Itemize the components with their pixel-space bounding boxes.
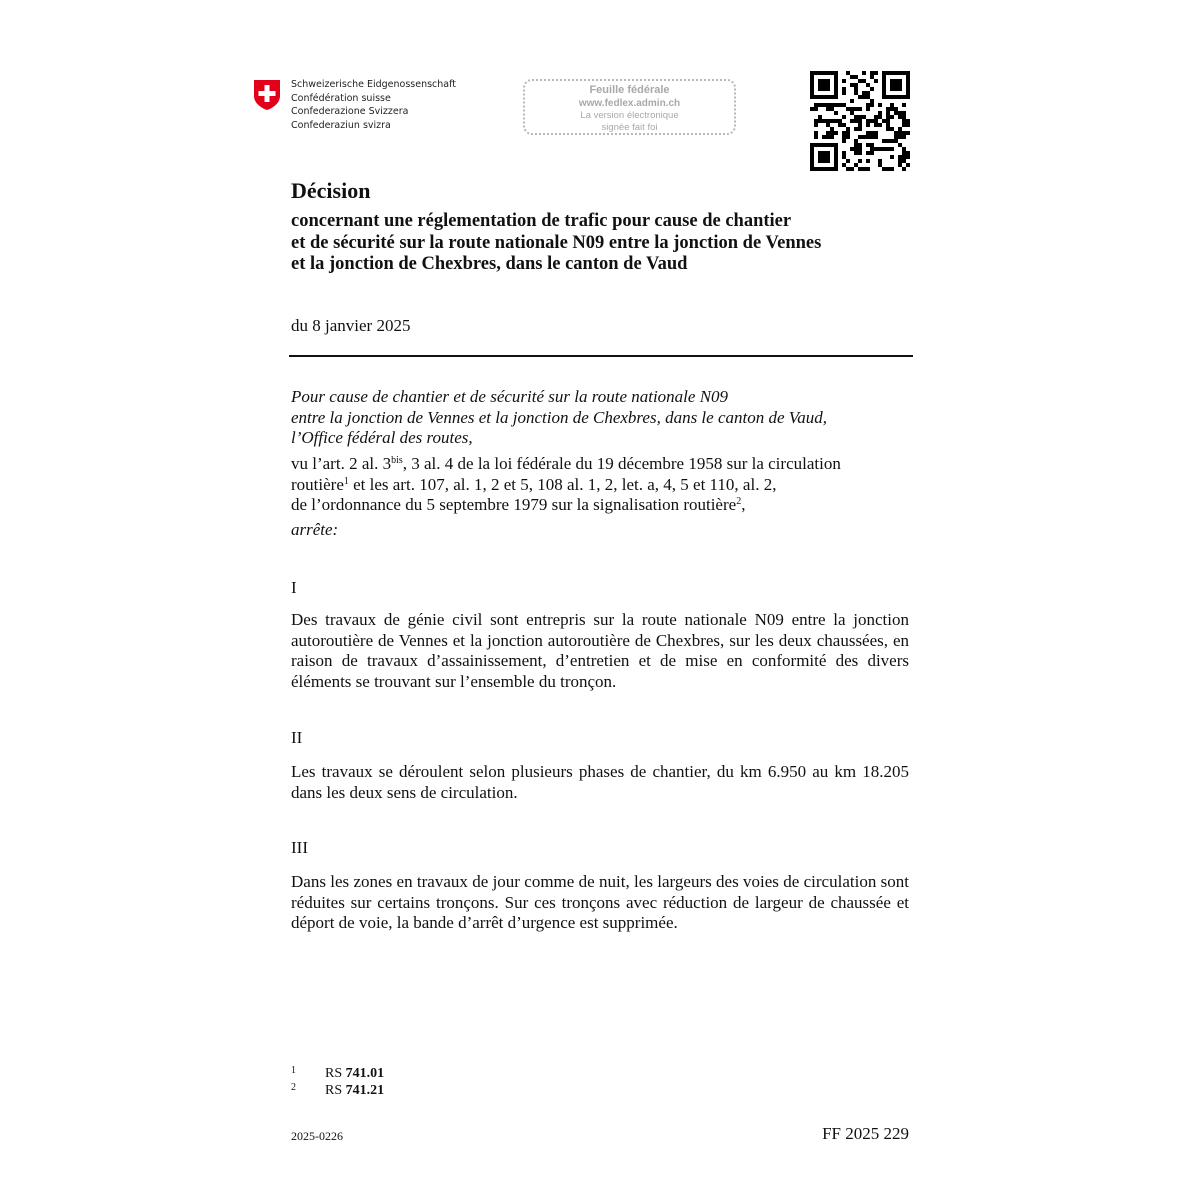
electronic-signature-stamp: [523, 79, 736, 135]
legal-basis-text: vu l’art. 2 al. 3: [291, 454, 392, 473]
preamble-line: entre la jonction de Vennes et la jonction de Chexbres, dans le canton de Vaud,: [291, 407, 828, 427]
legal-basis-text: et les art. 107, al. 1, 2 et 5, 108 al. 1, 2, let. a, 4, 5 et 110, al. 2,: [348, 474, 777, 494]
footnote-ref-2[interactable]: 2: [736, 496, 742, 507]
confederation-line-it: Confederazione Svizzera: [291, 106, 409, 117]
footnote-number: 2: [291, 1082, 296, 1093]
legal-basis-text: , 3 al. 4 de la loi fédérale du 19 décembre 1958 sur la circulation: [402, 454, 841, 473]
confederation-line-de: Schweizerische Eidgenossenschaft: [291, 79, 457, 90]
subtitle-line: et de sécurité sur la route nationale N09 entre la jonction de Vennes: [291, 232, 822, 253]
section-text-1: Des travaux de génie civil sont entrepris sur la route nationale N09 entre la jonction autoroutière de Vennes et la jonction autoroutière de Chexbres, sur les deux chaussées, en raison de travaux d’assainissement, d’entretien et de mise en conformité des divers éléments se trouvant sur l’ensemble du tronçon.: [291, 610, 909, 691]
divider: [289, 355, 913, 357]
legal-basis: [291, 454, 911, 516]
ff-reference: FF 2025 229: [822, 1124, 909, 1143]
footnote-ref-1[interactable]: 1: [343, 475, 349, 487]
legal-basis-line-3: [291, 495, 911, 516]
document-number: 2025-0226: [291, 1129, 343, 1143]
preamble-line: l’Office fédéral des routes,: [291, 428, 473, 447]
qr-code-icon: [810, 71, 910, 171]
section-text-3: Dans les zones en travaux de jour comme de nuit, les largeurs des voies de circulation sont réduites sur certains tronçons. Sur ces tronçons avec réduction de largeur de chaussée et déport de voie, la bande d’arrêt d’urgence est supprimée.: [291, 872, 909, 932]
legal-basis-text: routière: [291, 474, 344, 494]
stamp-note-2: signée fait foi: [601, 122, 658, 133]
legal-basis-text: de l’ordonnance du 5 septembre 1979 sur la signalisation routière: [291, 495, 737, 514]
footnote-prefix: RS: [325, 1066, 346, 1081]
decree-verb: arrête:: [291, 520, 339, 539]
legal-basis-line-1: [291, 454, 911, 475]
footnote-2: [291, 1080, 384, 1099]
legal-basis-text: ,: [741, 495, 746, 514]
swiss-cross-shield-icon: [253, 79, 281, 111]
confederation-line-rm: Confederaziun svizra: [291, 119, 391, 131]
superscript-bis: bis: [391, 455, 403, 466]
subtitle-line: concernant une réglementation de trafic pour cause de chantier: [291, 211, 792, 231]
stamp-note-1: La version électronique: [580, 110, 679, 121]
document-subtitle: [291, 211, 911, 276]
section-number-3: III: [291, 838, 308, 857]
confederation-line-fr: Confédération suisse: [291, 92, 391, 104]
footnote-number: 1: [291, 1065, 296, 1076]
section-number-2: II: [291, 728, 303, 747]
section-number-1: I: [291, 578, 297, 597]
stamp-title: Feuille fédérale: [589, 84, 670, 96]
document-title: Décision: [291, 178, 371, 203]
footnote-reference-link[interactable]: 741.21: [345, 1083, 385, 1098]
footnote-prefix: RS: [325, 1083, 346, 1098]
footnote-reference-link[interactable]: 741.01: [345, 1066, 385, 1081]
document-date: du 8 janvier 2025: [291, 316, 411, 335]
preamble: [291, 387, 911, 449]
stamp-url: www.fedlex.admin.ch: [578, 98, 681, 109]
confederation-names: [291, 78, 456, 132]
legal-basis-line-2: [291, 475, 911, 496]
preamble-line: Pour cause de chantier et de sécurité sur la route nationale N09: [291, 387, 729, 406]
section-text-2: Les travaux se déroulent selon plusieurs phases de chantier, du km 6.950 au km 18.205 dans les deux sens de circulation.: [291, 762, 909, 802]
subtitle-line: et la jonction de Chexbres, dans le canton de Vaud: [291, 254, 688, 274]
